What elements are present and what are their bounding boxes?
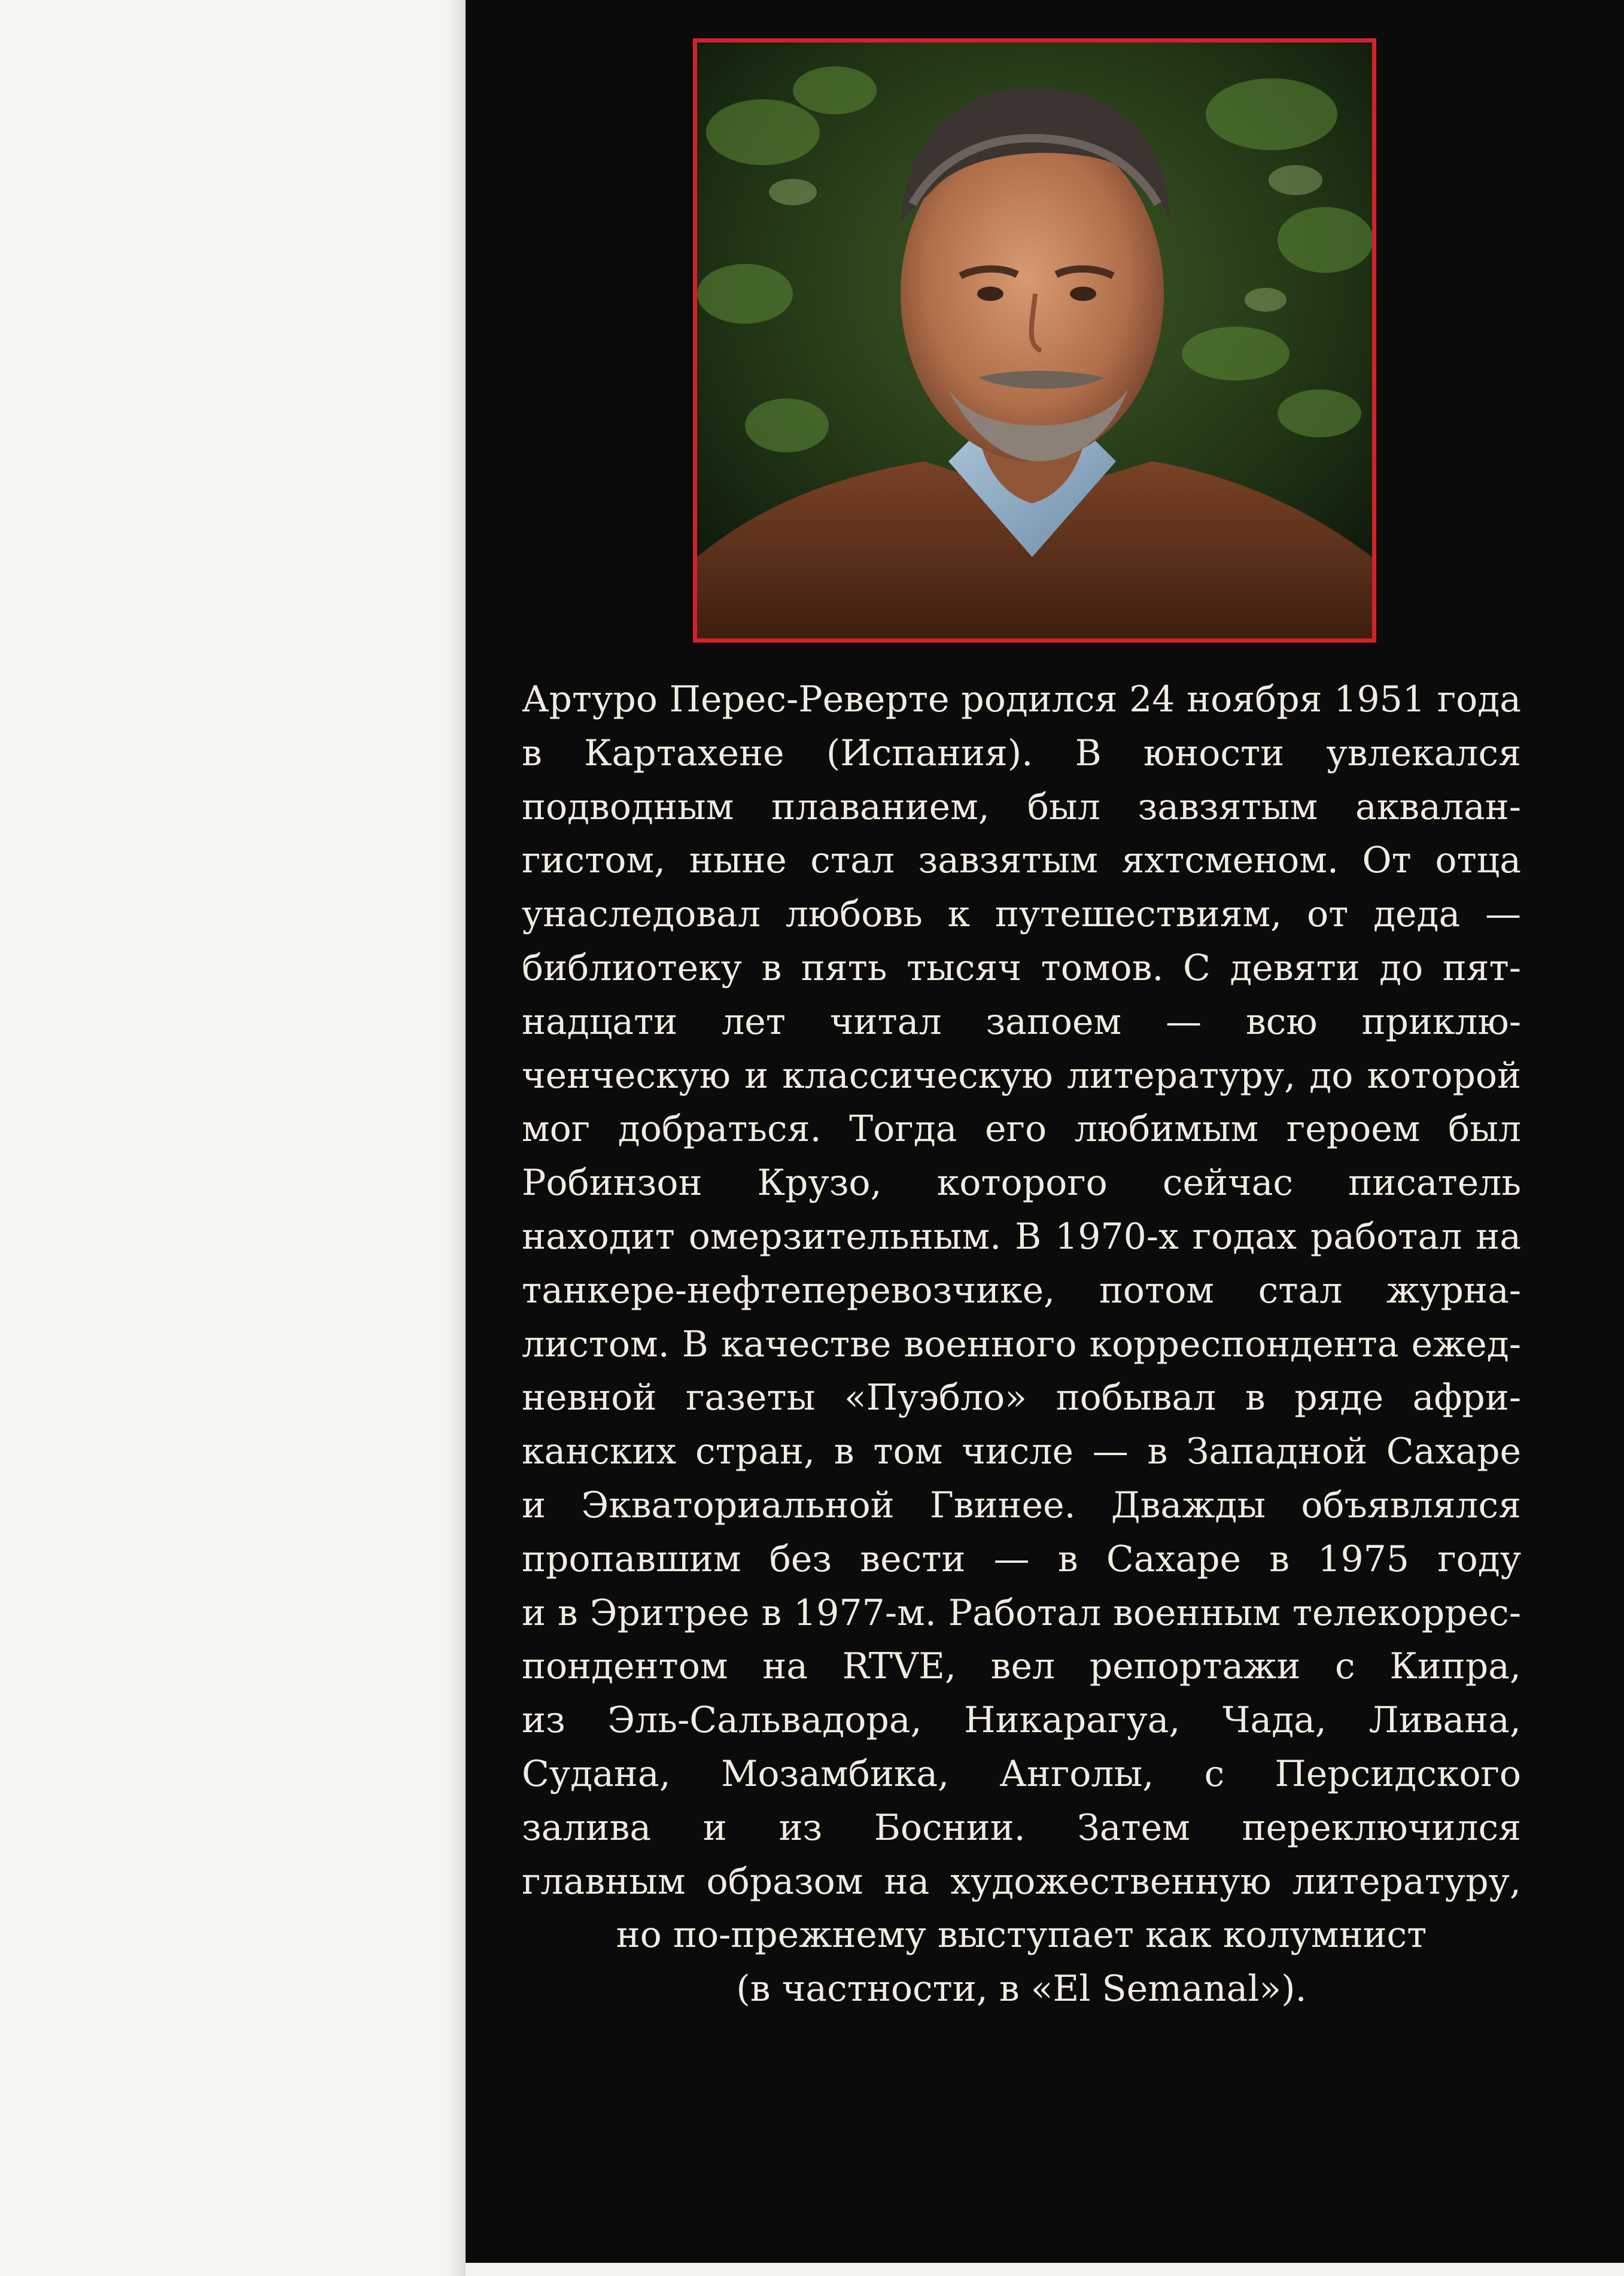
left-blank-page (0, 0, 464, 2276)
bio-line: канских стран, в том числе — в Западной Сахаре (522, 1431, 1521, 1473)
bio-line: в Картахене (Испания). В юности увлекался (522, 732, 1521, 774)
bio-line: мог добраться. Тогда его любимым героем был (522, 1108, 1521, 1151)
bio-line: залива и из Боснии. Затем переключился (522, 1806, 1521, 1849)
author-photo (693, 38, 1376, 643)
bio-line: Робинзон Крузо, которого сейчас писатель (522, 1162, 1521, 1204)
cover-bottom-edge (466, 2263, 1624, 2276)
author-biography (522, 673, 1521, 2016)
bio-line: гистом, ныне стал завзятым яхтсменом. От отца (522, 839, 1521, 882)
bio-line: Артуро Перес-Реверте родился 24 ноября 1951 года (522, 678, 1521, 720)
bio-line: главным образом на художественную литературу, (522, 1860, 1521, 1903)
bio-line: подводным плаванием, был завзятым аквалан- (522, 786, 1521, 828)
bio-line: пропавшим без вести — в Сахаре в 1975 году (522, 1538, 1521, 1580)
bio-line: но по-прежнему выступает как колумнист (616, 1914, 1427, 1956)
bio-line: танкере-нефтеперевозчике, потом стал журна- (522, 1269, 1521, 1312)
bio-line: (в частности, в «El Semanal»). (736, 1968, 1307, 2010)
bio-line: библиотеку в пять тысяч томов. С девяти до пят- (522, 947, 1521, 989)
bio-line: листом. В качестве военного корреспондента ежед- (522, 1323, 1521, 1365)
bio-line: ченческую и классическую литературу, до которой (522, 1054, 1521, 1097)
bio-line: находит омерзительным. В 1970-х годах работал на (522, 1215, 1521, 1258)
bio-line: надцати лет читал запоем — всю приклю- (522, 1000, 1521, 1043)
bio-line: и Экваториальной Гвинее. Дважды объявлялся (522, 1484, 1521, 1526)
bio-line: пондентом на RTVE, вел репортажи с Кипра, (522, 1645, 1521, 1688)
bio-line: Судана, Мозамбика, Анголы, с Персидского (522, 1752, 1521, 1795)
bio-line: из Эль-Сальвадора, Никарагуа, Чада, Ливана, (522, 1699, 1521, 1742)
bio-line: унаследовал любовь к путешествиям, от деда — (522, 893, 1521, 936)
bio-line: невной газеты «Пуэбло» побывал в ряде афри- (522, 1377, 1521, 1419)
bio-line: и в Эритрее в 1977-м. Работал военным телекоррес- (522, 1592, 1521, 1634)
author-portrait-illustration (697, 42, 1372, 638)
